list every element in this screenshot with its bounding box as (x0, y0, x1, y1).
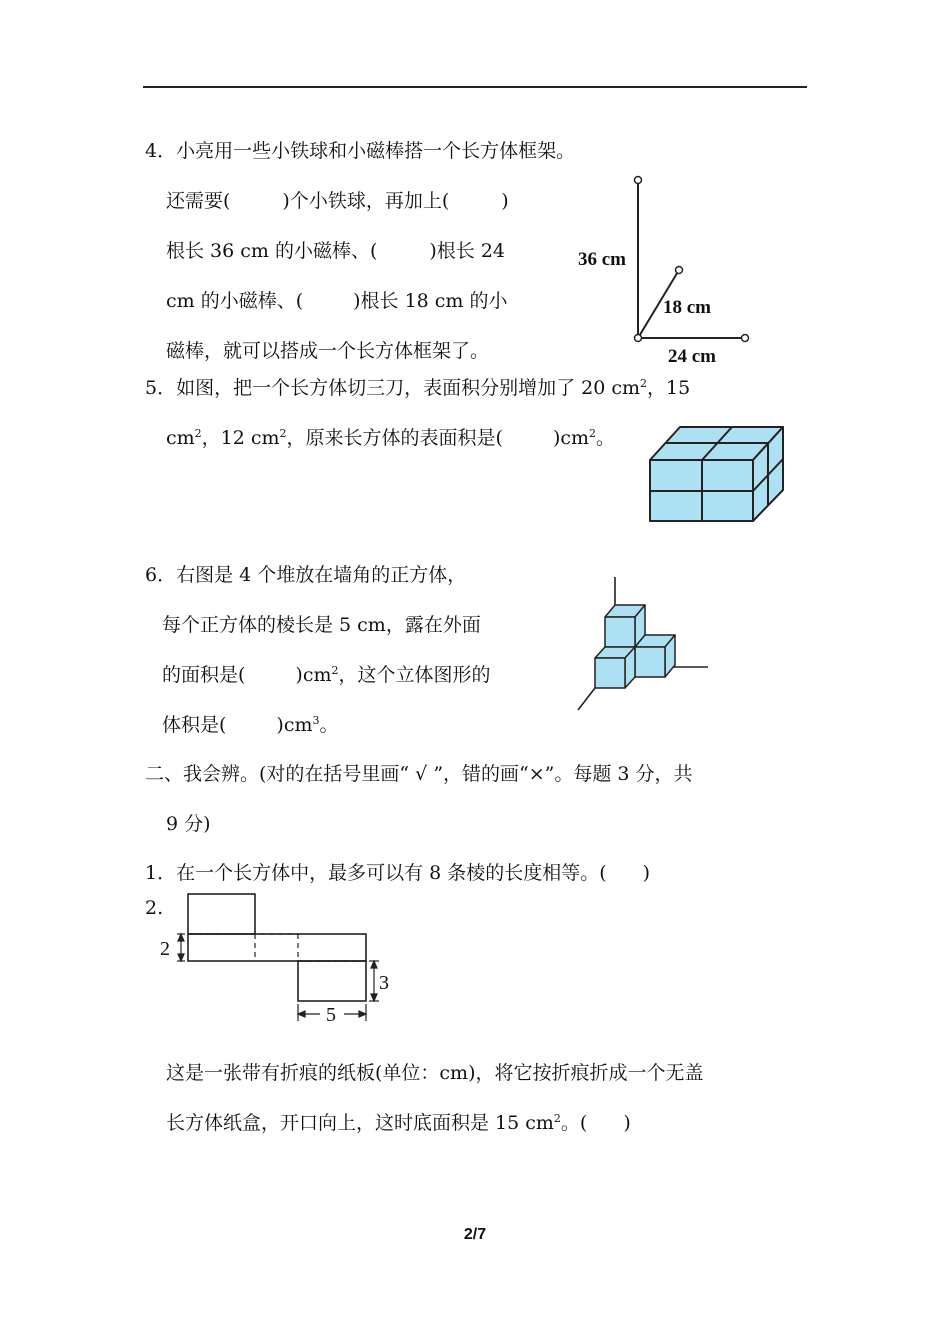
section2-item2-number: 2. (145, 897, 164, 919)
q5-line2: $cm^2$，12 $cm^2$，原来长方体的表面积是( )$cm^2$。 (166, 427, 616, 449)
q4-label-height: 36 cm (578, 249, 627, 270)
item2-dim-5: 5 (326, 1004, 336, 1026)
item2-dim-3: 3 (379, 972, 389, 994)
q4-label-length: 24 cm (668, 346, 717, 367)
q6-line1: 6．右图是 4 个堆放在墙角的正方体， (145, 564, 467, 586)
q4-prompt: 4．小亮用一些小铁球和小磁棒搭一个长方体框架。 (145, 140, 576, 162)
item2-net-figure (155, 888, 405, 1028)
q4-line1: 还需要( )个小铁球，再加上( ) (166, 190, 509, 212)
item2-dim-2: 2 (160, 938, 170, 960)
section2-heading-cont: 9 分) (166, 813, 211, 835)
section2-item2-line2: 长方体纸盒，开口向上，这时底面积是 15 $cm^2$。( ) (166, 1112, 631, 1134)
q6-line3: 的面积是( )$cm^2$，这个立体图形的 (162, 664, 491, 686)
page-number: 2/7 (463, 1226, 487, 1243)
header-rule (143, 86, 807, 88)
q4-frame-figure (570, 170, 760, 370)
q4-label-depth: 18 cm (663, 297, 712, 318)
q6-line2: 每个正方体的棱长是 5 cm，露在外面 (162, 614, 481, 636)
q5-cuboid-figure (645, 422, 790, 527)
q4-line3: cm 的小磁棒、( )根长 18 cm 的小 (166, 290, 508, 312)
q6-cubes-figure (570, 572, 715, 722)
section2-item1: 1．在一个长方体中，最多可以有 8 条棱的长度相等。( ) (145, 862, 651, 884)
section2-heading: 二、我会辨。(对的在括号里画“ √ ”，错的画“×”。每题 3 分，共 (145, 763, 693, 785)
q5-line1: 5．如图，把一个长方体切三刀，表面积分别增加了 20 $cm^2$，15 (145, 377, 691, 399)
section2-item2-line1: 这是一张带有折痕的纸板(单位：cm)，将它按折痕折成一个无盖 (166, 1062, 704, 1084)
q6-line4: 体积是( )$cm^3$。 (162, 714, 339, 736)
q4-line2: 根长 36 cm 的小磁棒、( )根长 24 (166, 240, 506, 262)
q4-line4: 磁棒，就可以搭成一个长方体框架了。 (166, 340, 490, 362)
